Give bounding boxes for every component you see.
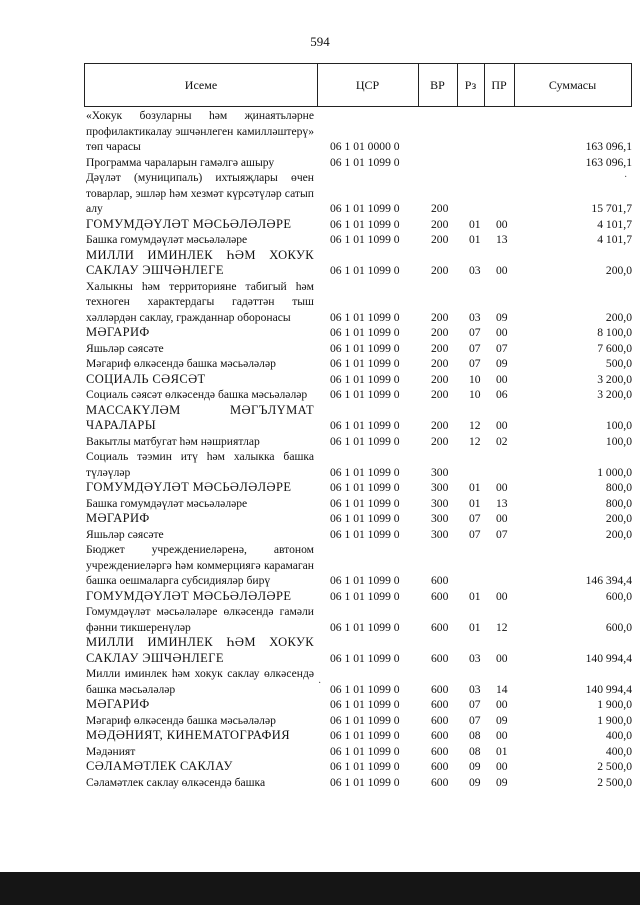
table-row <box>86 341 632 357</box>
row-pr: 00 <box>496 419 508 432</box>
table-row <box>86 248 632 279</box>
row-name: Дәүләт (муниципаль) ихтыяҗлары өчен товарлар, эшләр һәм хезмәт күрсәтүләр сатып алу <box>86 171 314 215</box>
table-row <box>86 527 632 543</box>
row-sum: 15 701,7 <box>591 202 632 215</box>
row-vr: 600 <box>431 651 449 665</box>
header-sum: Суммасы <box>548 78 597 92</box>
row-name: Башка гомумдәүләт мәсьәләләре <box>86 233 248 246</box>
row-rz: 08 <box>469 729 481 742</box>
table-row <box>86 232 632 248</box>
table-row <box>86 372 632 388</box>
row-name: Мәдәният <box>86 744 136 758</box>
row-csr: 06 1 01 1099 0 <box>330 574 400 587</box>
row-csr: 06 1 01 1099 0 <box>330 233 400 246</box>
row-sum: 146 394,4 <box>585 574 632 587</box>
row-sum: 3 200,0 <box>597 372 632 386</box>
row-rz: 01 <box>469 217 481 231</box>
row-name: ГОМУМДӘҮЛӘТ МӘСЬӘЛӘЛӘРЕ <box>86 588 292 603</box>
table-row <box>86 589 632 605</box>
row-sum: 200,0 <box>605 527 632 541</box>
row-sum: 1 900,0 <box>597 698 632 711</box>
row-vr: 200 <box>431 310 449 324</box>
row-rz: 07 <box>469 512 481 525</box>
row-pr: 07 <box>496 527 508 541</box>
row-csr: 06 1 01 1099 0 <box>330 698 400 711</box>
row-sum: 2 500,0 <box>597 775 632 789</box>
row-vr: 600 <box>431 574 449 587</box>
row-rz: 10 <box>469 372 481 386</box>
row-csr: 06 1 01 1099 0 <box>330 589 400 603</box>
row-rz: 09 <box>469 775 481 789</box>
row-csr: 06 1 01 1099 0 <box>330 512 400 525</box>
row-name: Вакытлы матбугат һәм нәшриятлар <box>86 434 260 448</box>
row-pr: 13 <box>496 233 508 246</box>
row-vr: 200 <box>431 372 449 386</box>
table-row <box>86 604 632 635</box>
row-rz: 01 <box>469 620 481 634</box>
row-sum: 200,0 <box>605 264 632 277</box>
table-row <box>86 387 632 403</box>
row-rz: 07 <box>469 326 481 339</box>
row-pr: 02 <box>496 434 508 448</box>
table-row <box>86 666 632 697</box>
header-vr: ВР <box>430 78 445 92</box>
row-sum: 400,0 <box>605 744 632 758</box>
row-name: Социаль сәясәт өлкәсендә башка мәсьәләләр <box>86 388 308 401</box>
row-rz: 01 <box>469 481 481 494</box>
row-csr: 06 1 01 1099 0 <box>330 155 400 169</box>
row-vr: 600 <box>431 729 449 742</box>
row-sum: 1 900,0 <box>597 713 632 727</box>
row-pr: 13 <box>496 496 508 510</box>
row-vr: 600 <box>431 589 449 603</box>
row-pr: 00 <box>496 481 508 494</box>
row-csr: 06 1 01 1099 0 <box>330 357 400 370</box>
row-name: ГОМУМДӘҮЛӘТ МӘСЬӘЛӘЛӘРЕ <box>86 480 292 494</box>
row-pr: 00 <box>496 589 508 603</box>
table-row <box>86 449 632 480</box>
row-rz: 01 <box>469 589 481 603</box>
row-pr: 06 <box>496 388 508 401</box>
row-csr: 06 1 01 1099 0 <box>330 527 400 541</box>
row-pr: 00 <box>496 372 508 386</box>
row-vr: 200 <box>431 217 449 231</box>
table-row <box>86 356 632 372</box>
row-pr: 00 <box>496 326 508 339</box>
row-vr: 200 <box>431 388 449 401</box>
row-sum: 500,0 <box>605 357 632 370</box>
row-vr: 300 <box>431 465 449 479</box>
table-header <box>84 63 632 107</box>
row-sum: 800,0 <box>605 496 632 510</box>
row-pr: 07 <box>496 341 508 355</box>
row-rz: 12 <box>469 419 481 432</box>
table-row <box>86 403 632 434</box>
row-name: Халыкны һәм территорияне табигый һәм техноген характердагы гадәттән тыш хәлләрдән саклау, гражданнар оборонасы <box>86 279 314 324</box>
row-vr: 200 <box>431 434 449 448</box>
row-name: СОЦИАЛЬ СӘЯСӘТ <box>86 371 206 386</box>
row-vr: 200 <box>431 357 449 370</box>
row-csr: 06 1 01 1099 0 <box>330 651 400 665</box>
row-pr: 00 <box>496 698 508 711</box>
table-row <box>86 434 632 450</box>
row-rz: 03 <box>469 682 481 696</box>
row-name: Социаль тәэмин итү һәм халыкка башка түләүләр <box>86 450 314 479</box>
row-vr: 600 <box>431 713 449 727</box>
table-row <box>86 480 632 496</box>
table-row <box>86 713 632 729</box>
row-name: МӘГАРИФ <box>86 325 150 339</box>
row-name: «Хокук бозуларны һәм җинаятьләрне профилактикалау эшчәнлеген камилләштерү» төп чарасы <box>86 109 314 153</box>
row-csr: 06 1 01 1099 0 <box>330 202 400 215</box>
table-row <box>86 217 632 233</box>
row-rz: 09 <box>469 760 481 773</box>
row-csr: 06 1 01 1099 0 <box>330 388 400 401</box>
row-sum: 400,0 <box>605 729 632 742</box>
row-pr: 09 <box>496 310 508 324</box>
table-row <box>86 728 632 744</box>
row-name: Бюджет учреждениеләренә, автоном учреждениеләргә һәм коммерциягә карамаган башка оешмаларга субсидияләр бирү <box>86 543 314 587</box>
row-sum: 163 096,1 <box>585 155 632 169</box>
row-name: Башка гомумдәүләт мәсьәләләре <box>86 496 248 510</box>
row-vr: 300 <box>431 527 449 541</box>
row-pr: 00 <box>496 651 508 665</box>
row-name: Мәгариф өлкәсендә башка мәсьәләләр <box>86 357 276 370</box>
row-sum: 100,0 <box>605 419 632 432</box>
row-rz: 01 <box>469 496 481 510</box>
row-csr: 06 1 01 0000 0 <box>330 140 400 153</box>
row-rz: 07 <box>469 713 481 727</box>
row-csr: 06 1 01 1099 0 <box>330 341 400 355</box>
table-row <box>86 697 632 713</box>
table-body <box>86 108 632 790</box>
table-row <box>86 279 632 326</box>
table-row <box>86 542 632 589</box>
row-name: МИЛЛИ ИМИНЛЕК ҺӘМ ХОКУК САКЛАУ ЭШЧӘНЛЕГЕ <box>86 247 314 277</box>
row-name: МӘГАРИФ <box>86 697 150 711</box>
row-csr: 06 1 01 1099 0 <box>330 729 400 742</box>
row-sum: 4 101,7 <box>597 233 632 246</box>
row-name: Мәгариф өлкәсендә башка мәсьәләләр <box>86 713 276 727</box>
row-vr: 600 <box>431 620 449 634</box>
row-vr: 200 <box>431 233 449 246</box>
row-csr: 06 1 01 1099 0 <box>330 217 400 231</box>
row-pr: 00 <box>496 512 508 525</box>
row-csr: 06 1 01 1099 0 <box>330 760 400 773</box>
row-name: Программа чараларын гамәлгә ашыру <box>86 155 275 169</box>
row-pr: 00 <box>496 264 508 277</box>
row-rz: 03 <box>469 651 481 665</box>
row-sum: 7 600,0 <box>597 341 632 355</box>
page-number: 594 <box>310 34 330 49</box>
table-row <box>86 108 632 155</box>
row-csr: 06 1 01 1099 0 <box>330 326 400 339</box>
row-sum: 3 200,0 <box>597 388 632 401</box>
row-pr: 09 <box>496 357 508 370</box>
table-row <box>86 170 632 217</box>
row-pr: 00 <box>496 217 508 231</box>
row-name: МӘДӘНИЯТ, КИНЕМАТОГРАФИЯ <box>86 728 290 742</box>
table-row <box>86 635 632 666</box>
row-rz: 03 <box>469 310 481 324</box>
scan-edge <box>0 872 640 905</box>
row-rz: 07 <box>469 527 481 541</box>
row-sum: 800,0 <box>605 481 632 494</box>
row-name: Гомумдәүләт мәсьәләләре өлкәсендә гамәли фәнни тикшеренүләр <box>86 605 314 634</box>
row-csr: 06 1 01 1099 0 <box>330 481 400 494</box>
row-pr: 09 <box>496 775 508 789</box>
row-name: МӘГАРИФ <box>86 511 150 525</box>
row-sum: 8 100,0 <box>597 326 632 339</box>
row-vr: 200 <box>431 419 449 432</box>
row-sum: 163 096,1 <box>585 140 632 153</box>
row-vr: 600 <box>431 760 449 773</box>
row-csr: 06 1 01 1099 0 <box>330 465 400 479</box>
row-rz: 08 <box>469 744 481 758</box>
table-row <box>86 775 632 791</box>
row-name: Милли иминлек һәм хокук саклау өлкәсендә башка мәсьәләләр <box>86 667 314 696</box>
header-csr: ЦСР <box>355 78 380 92</box>
table-row <box>86 759 632 775</box>
row-pr: 09 <box>496 713 508 727</box>
row-vr: 300 <box>431 512 449 525</box>
row-name: МИЛЛИ ИМИНЛЕК ҺӘМ ХОКУК САКЛАУ ЭШЧӘНЛЕГЕ <box>86 635 314 665</box>
row-name: СӘЛАМӘТЛЕК САКЛАУ <box>86 759 233 773</box>
row-vr: 600 <box>431 744 449 758</box>
row-name: Яшьләр сәясәте <box>86 341 164 355</box>
row-vr: 600 <box>431 698 449 711</box>
row-csr: 06 1 01 1099 0 <box>330 372 400 386</box>
row-sum: 140 994,4 <box>585 651 632 665</box>
row-sum: 200,0 <box>605 512 632 525</box>
row-name: МАССАКҮЛӘМ МӘГЪЛҮМАТ ЧАРАЛАРЫ <box>86 402 314 432</box>
row-sum: 600,0 <box>605 589 632 603</box>
row-name: Яшьләр сәясәте <box>86 527 164 541</box>
row-csr: 06 1 01 1099 0 <box>330 434 400 448</box>
row-pr: 12 <box>496 620 508 634</box>
row-vr: 200 <box>431 202 449 215</box>
row-csr: 06 1 01 1099 0 <box>330 775 400 789</box>
row-vr: 300 <box>431 496 449 510</box>
row-csr: 06 1 01 1099 0 <box>330 264 400 277</box>
row-pr: 14 <box>496 682 508 696</box>
row-rz: 07 <box>469 357 481 370</box>
row-rz: 07 <box>469 341 481 355</box>
row-sum: 100,0 <box>605 434 632 448</box>
table-row <box>86 155 632 171</box>
row-name: Сәламәтлек саклау өлкәсендә башка <box>86 775 266 789</box>
table-row <box>86 325 632 341</box>
row-rz: 10 <box>469 388 481 401</box>
row-sum: 4 101,7 <box>597 217 632 231</box>
row-vr: 300 <box>431 481 449 494</box>
row-sum: 200,0 <box>605 310 632 324</box>
row-pr: 00 <box>496 760 508 773</box>
row-pr: 00 <box>496 729 508 742</box>
row-rz: 03 <box>469 264 481 277</box>
row-vr: 600 <box>431 682 449 696</box>
table-row <box>86 744 632 760</box>
row-vr: 200 <box>431 341 449 355</box>
header-name: Исеме <box>184 78 218 92</box>
row-csr: 06 1 01 1099 0 <box>330 419 400 432</box>
row-name: ГОМУМДӘҮЛӘТ МӘСЬӘЛӘЛӘРЕ <box>86 216 292 231</box>
row-csr: 06 1 01 1099 0 <box>330 310 400 324</box>
header-rz: Рз <box>464 78 477 92</box>
row-sum: 1 000,0 <box>597 465 632 479</box>
row-vr: 200 <box>431 326 449 339</box>
row-pr: 01 <box>496 744 508 758</box>
row-vr: 200 <box>431 264 449 277</box>
row-vr: 600 <box>431 775 449 789</box>
row-rz: 07 <box>469 698 481 711</box>
table-row <box>86 511 632 527</box>
header-pr: ПР <box>491 78 507 92</box>
row-csr: 06 1 01 1099 0 <box>330 496 400 510</box>
row-rz: 01 <box>469 233 481 246</box>
row-rz: 12 <box>469 434 481 448</box>
row-csr: 06 1 01 1099 0 <box>330 620 400 634</box>
row-sum: 600,0 <box>605 620 632 634</box>
row-sum: 2 500,0 <box>597 760 632 773</box>
table-row <box>86 496 632 512</box>
row-csr: 06 1 01 1099 0 <box>330 713 400 727</box>
row-sum: 140 994,4 <box>585 682 632 696</box>
row-csr: 06 1 01 1099 0 <box>330 682 400 696</box>
row-csr: 06 1 01 1099 0 <box>330 744 400 758</box>
